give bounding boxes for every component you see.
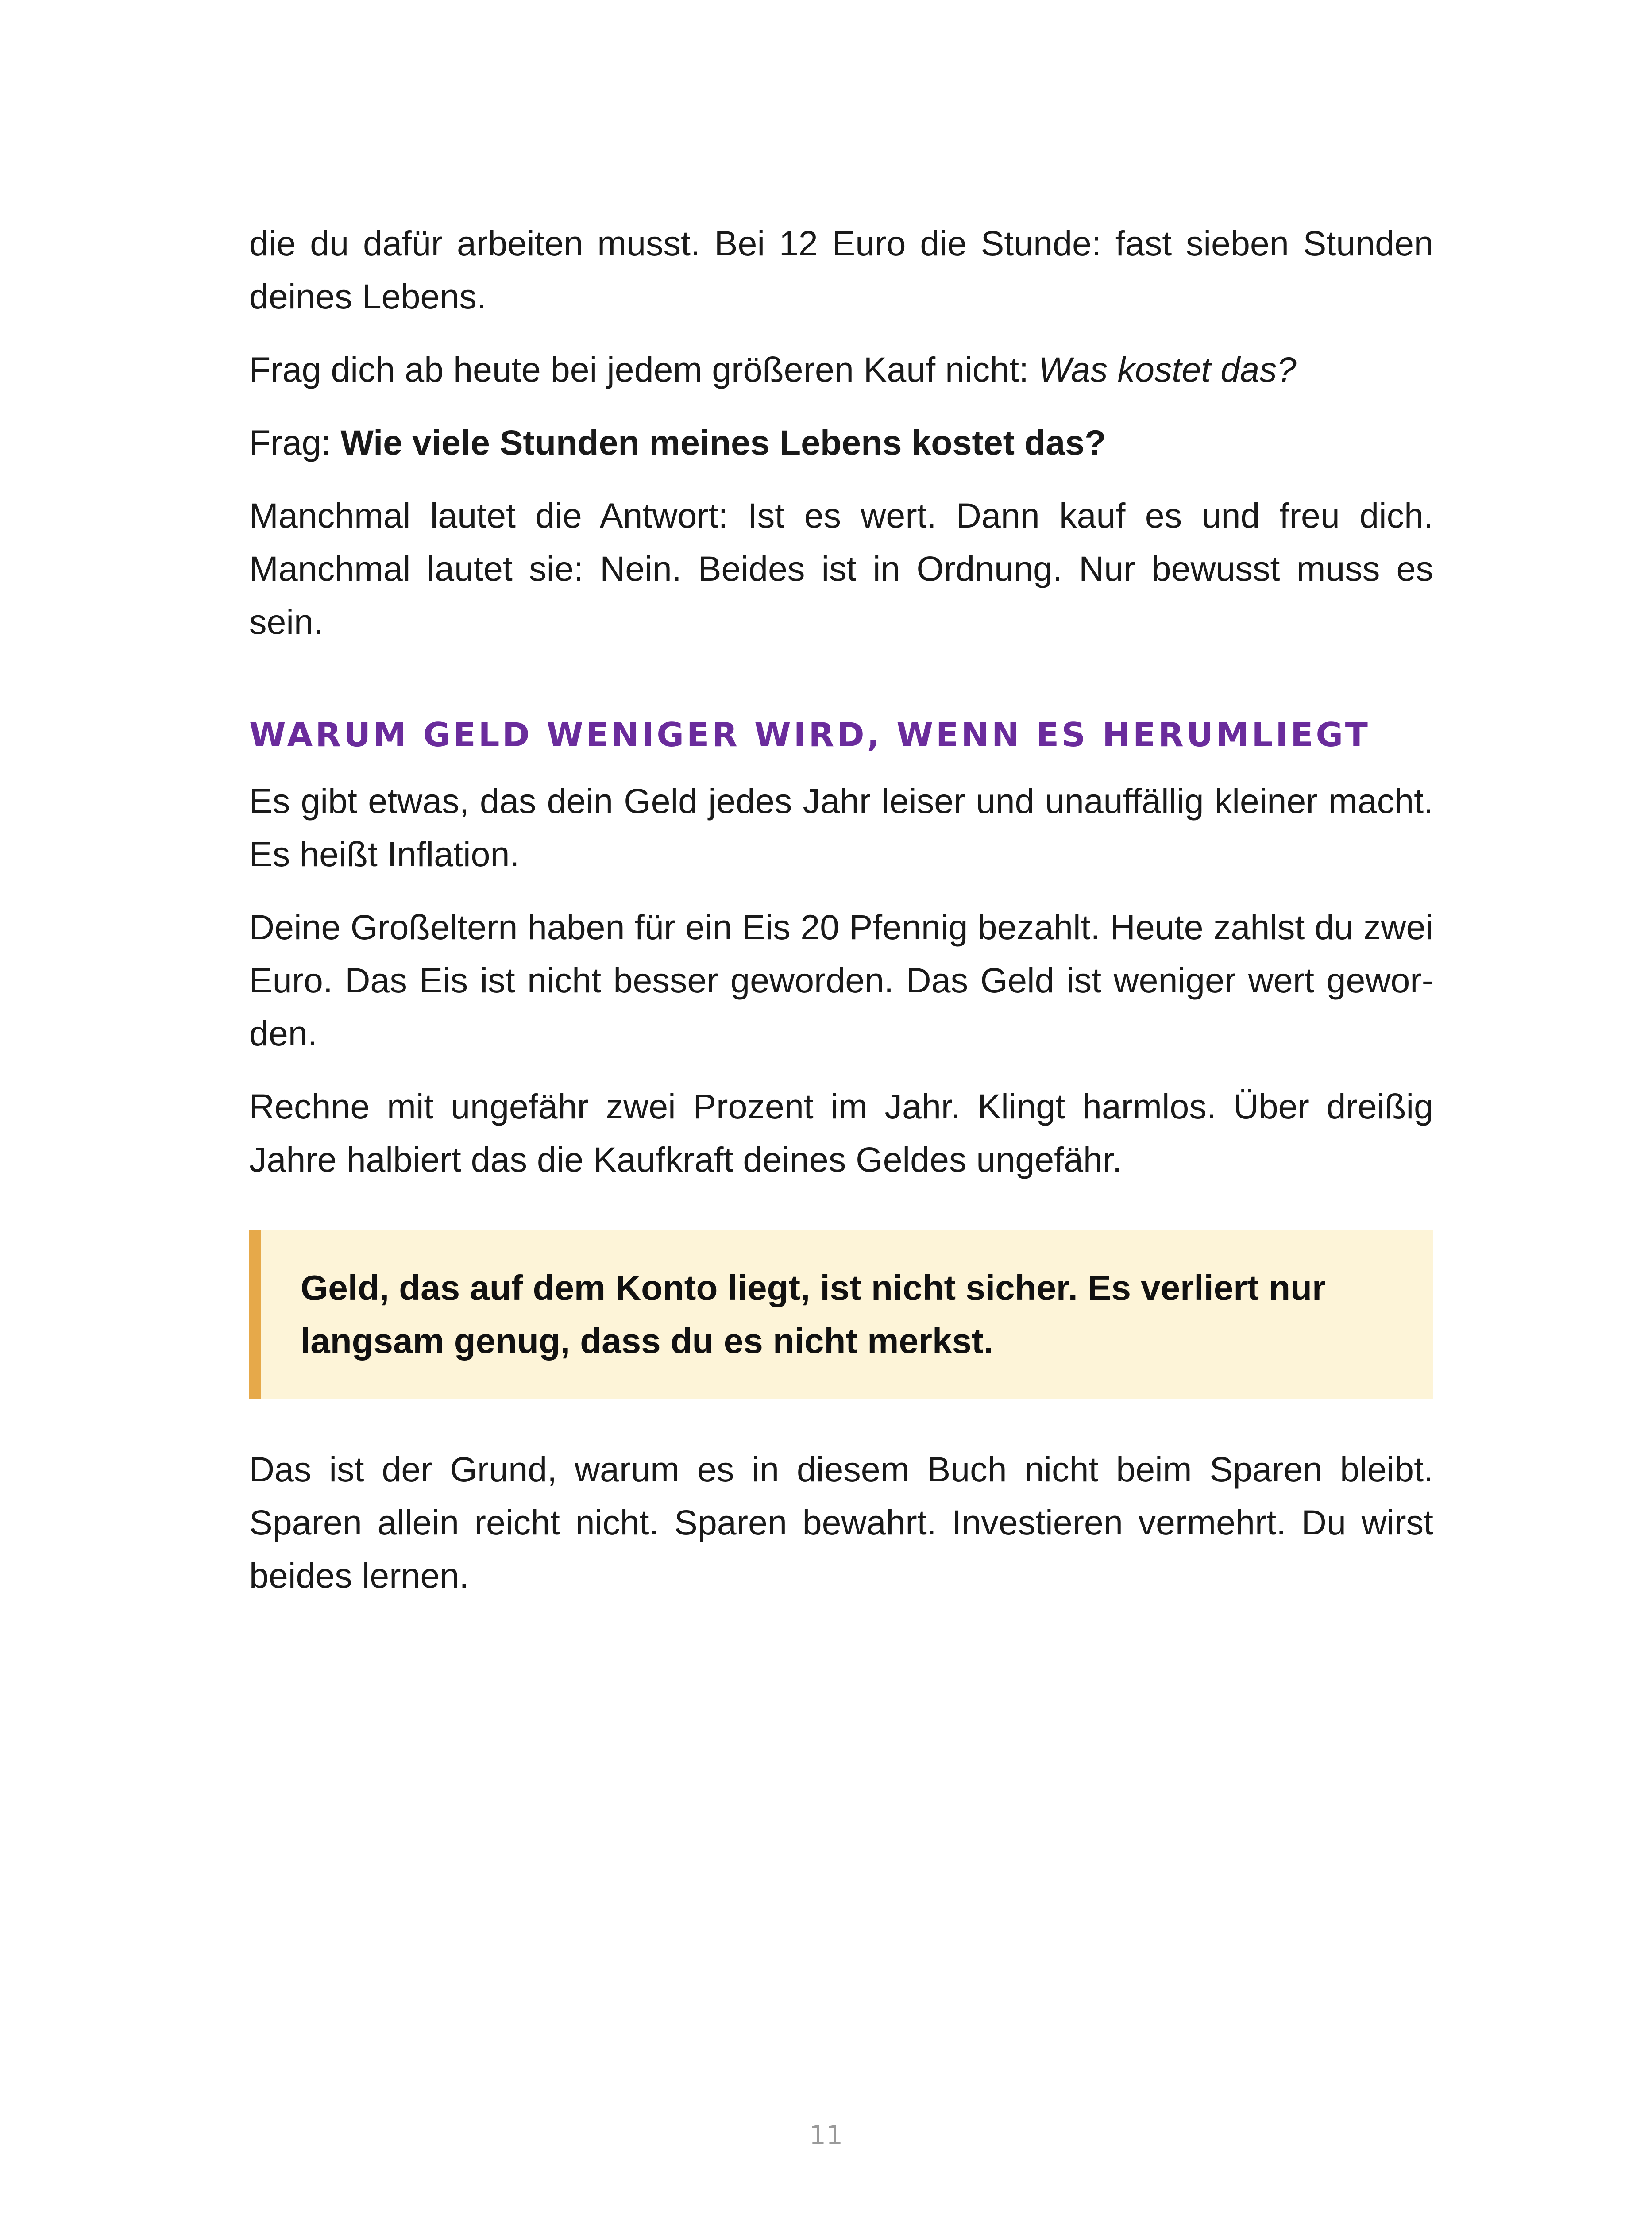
callout-text: Geld, das auf dem Konto liegt, ist nicht sicher. Es verliert nur langsam genug, dass du es nicht merkst. <box>301 1268 1326 1361</box>
paragraph-grandparents: Deine Großeltern haben für ein Eis 20 Pfennig bezahlt. Heute zahlst du zwei Euro. Das Eis ist nicht besser geworden. Das Geld ist weniger wert geworden. <box>249 907 1433 1053</box>
paragraph-two-percent: Rechne mit ungefähr zwei Prozent im Jahr. Klingt harmlos. Über dreißig Jahre halbiert das die Kaufkraft deines Geldes ungefähr. <box>249 1087 1433 1179</box>
paragraph-closing: Das ist der Grund, warum es in diesem Buch nicht beim Sparen bleibt. Sparen allein reicht nicht. Sparen bewahrt. Investieren vermehrt. Du wirst beides lernen. <box>249 1450 1433 1595</box>
callout-box <box>249 1230 1433 1399</box>
page-number: 11 <box>809 2120 843 2151</box>
paragraph-working-hours: die du dafür arbeiten musst. Bei 12 Euro die Stunde: fast sieben Stunden deines Lebens. <box>249 224 1433 316</box>
paragraph-frag <box>249 416 1433 469</box>
question-bold: Wie viele Stunden meines Lebens kostet das? <box>340 423 1106 462</box>
paragraph-inflation: Es gibt etwas, das dein Geld jedes Jahr leiser und unauffällig kleiner macht. Es heißt Inflation. <box>249 781 1433 874</box>
page-content <box>249 217 1433 1622</box>
question-intro-text: Frag dich ab heute bei jedem größeren Kauf nicht: <box>249 350 1038 389</box>
question-italic: Was kostet das? <box>1038 350 1297 389</box>
paragraph-question-intro <box>249 343 1433 396</box>
section-heading: WARUM GELD WENIGER WIRD, WENN ES HERUMLIEGT <box>249 715 1370 754</box>
frag-prefix: Frag: <box>249 423 341 462</box>
paragraph-answer: Manchmal lautet die Antwort: Ist es wert. Dann kauf es und freu dich. Manchmal lautet sie: Nein. Beides ist in Ordnung. Nur bewusst muss es sein. <box>249 496 1433 641</box>
